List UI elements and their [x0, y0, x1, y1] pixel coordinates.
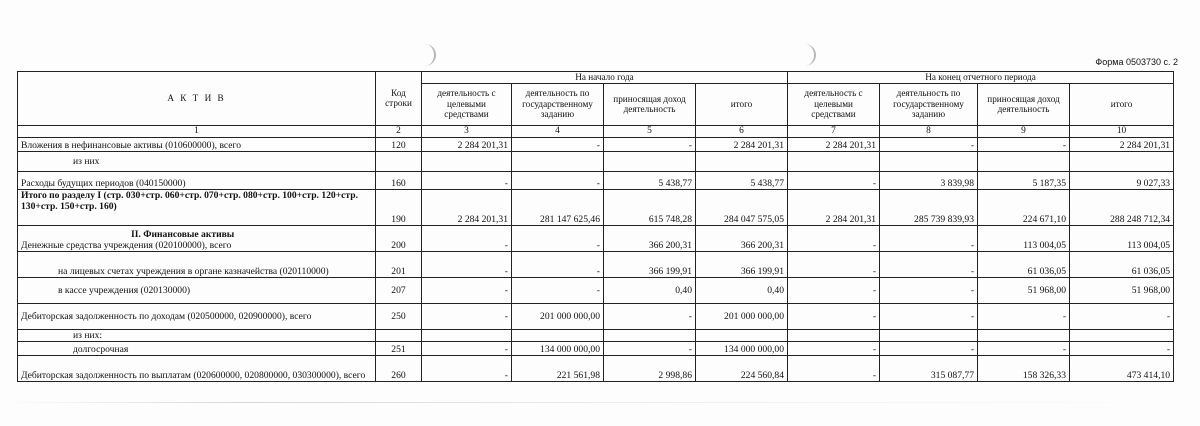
row-value: - — [512, 251, 604, 277]
form-number-label: Форма 0503730 с. 2 — [1095, 57, 1178, 67]
table-row — [18, 189, 1174, 225]
row-label-cell — [18, 225, 376, 251]
row-code: 250 — [376, 303, 422, 329]
row-value: 366 200,31 — [696, 225, 788, 251]
row-value — [422, 329, 512, 341]
row-value: 201 000 000,00 — [696, 303, 788, 329]
table-row — [18, 355, 1174, 381]
row-value: 366 199,91 — [604, 251, 696, 277]
header-col-7: деятельность с целевыми средствами — [788, 83, 880, 125]
row-value: - — [788, 303, 880, 329]
row-value: 2 284 201,31 — [788, 189, 880, 225]
row-value: 366 200,31 — [604, 225, 696, 251]
table-row — [18, 303, 1174, 329]
punch-hole-mark-right — [798, 44, 816, 66]
row-value: 201 000 000,00 — [512, 303, 604, 329]
row-value: 224 560,84 — [696, 355, 788, 381]
row-value — [604, 151, 696, 171]
header-col-3: деятельность с целевыми средствами — [422, 83, 512, 125]
row-code: 120 — [376, 137, 422, 151]
header-col-4: деятельность по государственному заданию — [512, 83, 604, 125]
scan-artifact-line — [0, 402, 1200, 403]
row-value: 3 839,98 — [880, 171, 978, 189]
row-code: 200 — [376, 225, 422, 251]
table-row — [18, 225, 1174, 251]
row-value: - — [604, 341, 696, 355]
row-value: 2 284 201,31 — [696, 137, 788, 151]
header-col-9: приносящая доход деятельность — [978, 83, 1070, 125]
row-value: 61 036,05 — [978, 251, 1070, 277]
table-row — [18, 341, 1174, 355]
row-label: из них — [18, 151, 376, 171]
assets-table — [17, 71, 1174, 382]
row-value — [696, 151, 788, 171]
header-end-period: На конец отчетного периода — [788, 72, 1174, 84]
row-value: 51 968,00 — [978, 277, 1070, 303]
header-col-10: итого — [1070, 83, 1174, 125]
row-value: - — [880, 225, 978, 251]
row-value: - — [422, 341, 512, 355]
row-value: 5 438,77 — [696, 171, 788, 189]
row-value — [978, 329, 1070, 341]
row-value: 113 004,05 — [978, 225, 1070, 251]
row-value: - — [422, 277, 512, 303]
row-value: - — [788, 251, 880, 277]
row-value: 2 284 201,31 — [422, 189, 512, 225]
row-label: Вложения в нефинансовые активы (010600000), всего — [18, 137, 376, 151]
row-value: 2 284 201,31 — [788, 137, 880, 151]
table-row — [18, 137, 1174, 151]
header-col-6: итого — [696, 83, 788, 125]
row-value: - — [512, 225, 604, 251]
row-label: в кассе учреждения (020130000) — [18, 277, 376, 303]
row-value: 51 968,00 — [1070, 277, 1174, 303]
col-number: 6 — [696, 125, 788, 137]
row-value: 134 000 000,00 — [512, 341, 604, 355]
row-label: Дебиторская задолженность по выплатам (020600000, 020800000, 030300000), всего — [18, 355, 376, 381]
row-value: 134 000 000,00 — [696, 341, 788, 355]
row-value: - — [788, 341, 880, 355]
header-start-period: На начало года — [422, 72, 788, 84]
row-value: 221 561,98 — [512, 355, 604, 381]
col-number: 8 — [880, 125, 978, 137]
row-value — [978, 151, 1070, 171]
row-label: из них: — [18, 329, 376, 341]
row-value — [1070, 151, 1174, 171]
row-code: 207 — [376, 277, 422, 303]
row-code: 190 — [376, 189, 422, 225]
col-number: 10 — [1070, 125, 1174, 137]
row-value: - — [788, 277, 880, 303]
table-row — [18, 329, 1174, 341]
row-code: 260 — [376, 355, 422, 381]
header-col-8: деятельность по государственному заданию — [880, 83, 978, 125]
col-number: 3 — [422, 125, 512, 137]
col-number: 7 — [788, 125, 880, 137]
row-value: - — [788, 171, 880, 189]
row-value: 5 187,35 — [978, 171, 1070, 189]
row-label: Расходы будущих периодов (040150000) — [18, 171, 376, 189]
row-value: - — [1070, 341, 1174, 355]
row-value: 224 671,10 — [978, 189, 1070, 225]
header-col-5: приносящая доход деятельность — [604, 83, 696, 125]
row-code: 251 — [376, 341, 422, 355]
row-value: - — [788, 225, 880, 251]
row-value: - — [604, 303, 696, 329]
row-value: - — [422, 171, 512, 189]
row-value: - — [422, 303, 512, 329]
row-value: 61 036,05 — [1070, 251, 1174, 277]
row-value: 0,40 — [604, 277, 696, 303]
table-row — [18, 251, 1174, 277]
row-value — [604, 329, 696, 341]
row-value — [1070, 329, 1174, 341]
col-number: 2 — [376, 125, 422, 137]
row-value: - — [978, 303, 1070, 329]
header-aktiv: А К Т И В — [18, 72, 376, 126]
row-value: 315 087,77 — [880, 355, 978, 381]
row-value: - — [880, 137, 978, 151]
section-heading: II. Финансовые активы — [131, 228, 235, 240]
row-value — [512, 151, 604, 171]
row-value: 158 326,33 — [978, 355, 1070, 381]
row-label: Дебиторская задолженность по доходам (020500000, 020900000), всего — [18, 303, 376, 329]
row-value: 2 284 201,31 — [1070, 137, 1174, 151]
row-value: - — [978, 137, 1070, 151]
row-value: - — [512, 137, 604, 151]
row-value: 5 438,77 — [604, 171, 696, 189]
col-number: 5 — [604, 125, 696, 137]
row-value — [788, 151, 880, 171]
row-value: 285 739 839,93 — [880, 189, 978, 225]
row-value: - — [512, 277, 604, 303]
header-code: Код строки — [376, 72, 422, 126]
row-value: 366 199,91 — [696, 251, 788, 277]
row-value: 281 147 625,46 — [512, 189, 604, 225]
row-value: 288 248 712,34 — [1070, 189, 1174, 225]
row-value: - — [880, 277, 978, 303]
row-value: 473 414,10 — [1070, 355, 1174, 381]
row-value — [422, 151, 512, 171]
table-row — [18, 151, 1174, 171]
col-number: 9 — [978, 125, 1070, 137]
row-code — [376, 329, 422, 341]
row-value — [880, 329, 978, 341]
row-value: 284 047 575,05 — [696, 189, 788, 225]
row-value: 0,40 — [696, 277, 788, 303]
row-value: - — [604, 137, 696, 151]
row-value: - — [880, 303, 978, 329]
row-code — [376, 151, 422, 171]
row-value: - — [422, 225, 512, 251]
row-value: - — [512, 171, 604, 189]
row-value — [880, 151, 978, 171]
row-value: - — [422, 355, 512, 381]
row-value — [512, 329, 604, 341]
row-value: - — [1070, 303, 1174, 329]
row-value — [788, 329, 880, 341]
row-label: долгосрочная — [18, 341, 376, 355]
row-value: 9 027,33 — [1070, 171, 1174, 189]
table-row — [18, 277, 1174, 303]
column-number-row — [18, 125, 1174, 137]
row-label-total: Итого по разделу I (стр. 030+стр. 060+стр. 070+стр. 080+стр. 100+стр. 120+стр. 130+стр. 150+стр. 160) — [18, 189, 376, 225]
row-code: 201 — [376, 251, 422, 277]
row-label: Денежные средства учреждения (020100000), всего — [21, 239, 232, 251]
row-value: - — [788, 355, 880, 381]
row-value: 615 748,28 — [604, 189, 696, 225]
row-value: 2 998,86 — [604, 355, 696, 381]
table-row — [18, 171, 1174, 189]
row-value: 113 004,05 — [1070, 225, 1174, 251]
punch-hole-mark-left — [418, 44, 436, 66]
row-label: на лицевых счетах учреждения в органе казначейства (020110000) — [18, 251, 376, 277]
row-value: 2 284 201,31 — [422, 137, 512, 151]
row-value: - — [880, 251, 978, 277]
col-number: 4 — [512, 125, 604, 137]
col-number: 1 — [18, 125, 376, 137]
row-value: - — [880, 341, 978, 355]
row-value: - — [978, 341, 1070, 355]
row-value — [696, 329, 788, 341]
row-code: 160 — [376, 171, 422, 189]
row-value: - — [422, 251, 512, 277]
